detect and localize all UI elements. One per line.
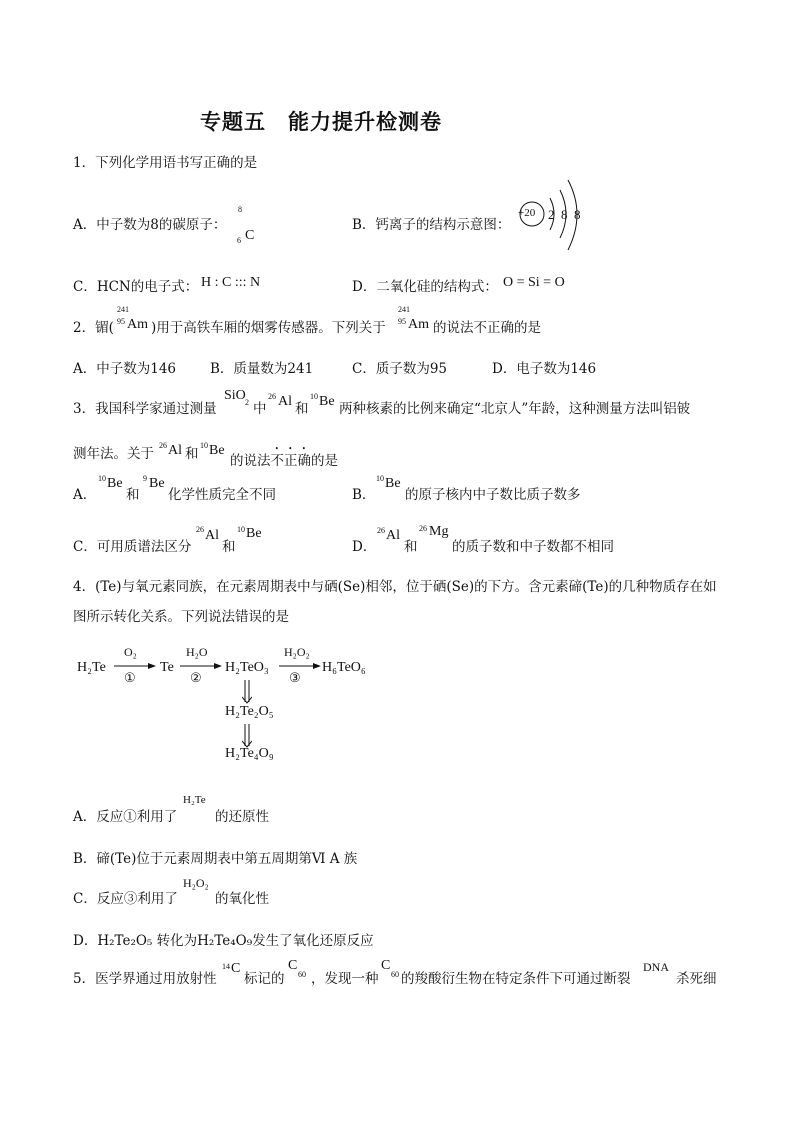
q1-stem: 1．下列化学用语书写正确的是 [73, 155, 258, 171]
q1-b-shell1: 2 [548, 207, 555, 222]
q3-sio2-sub: 2 [245, 398, 249, 407]
q4-option-c-h2o2: H₂O₂ [183, 876, 209, 890]
q3-d-mg: Mg [429, 524, 449, 539]
q3-b-be: Be [385, 476, 401, 491]
q1-option-a: A．中子数为8的碳原子： [73, 217, 227, 233]
q1-b-shell3: 8 [574, 207, 581, 222]
q3-l2-al-mass: 26 [159, 441, 167, 450]
q3-c-be: Be [246, 526, 262, 541]
q4-option-b: B．碲(Te)位于元素周期表中第五周期第Ⅵ A 族 [73, 851, 358, 867]
q3-and: 和 [295, 401, 309, 417]
q3-a-be10: Be [107, 476, 123, 491]
q3-al-mass: 26 [268, 392, 276, 401]
q3-b-be-mass: 10 [376, 474, 384, 483]
q3-d-mg-mass: 26 [419, 524, 427, 533]
q5-c60-1: C [288, 958, 298, 973]
q3-stem-c: 测年法。关于 [73, 446, 154, 462]
q4-stem-line2: 图所示转化关系。下列说法错误的是 [73, 609, 289, 625]
q2-option-c: C．质子数为95 [352, 361, 448, 377]
q4-option-a-pre: A．反应①利用了 [73, 809, 178, 825]
q3-a-be9-mass: 9 [143, 474, 147, 483]
q2-atomic-number-1: 95 [117, 317, 125, 326]
page-title: 专题五 能力提升检测卷 [200, 110, 442, 134]
q3-option-b-label: B． [352, 487, 376, 503]
diagram-h2te4o9: H₂Te₄O₉ [225, 746, 274, 761]
q3-option-a-label: A． [73, 487, 97, 503]
q5-stem-e: 杀死细 [676, 971, 717, 987]
q3-c-and: 和 [222, 539, 236, 555]
diagram-equilibrium-arrow-2 [242, 724, 252, 748]
q3-c-al-mass: 26 [196, 525, 204, 534]
q5-stem-c: ，发现一种 [311, 971, 379, 987]
q2-option-d: D．电子数为146 [492, 361, 597, 377]
q3-option-a-text: 化学性质完全不同 [168, 487, 276, 503]
q3-d-al-mass: 26 [377, 526, 385, 535]
q1-a-atomic-number: 6 [237, 236, 241, 245]
q3-d-al: Al [386, 528, 400, 543]
q2-mass-number-1: 241 [117, 305, 129, 314]
diagram-h2o2: H₂O₂ [284, 645, 310, 659]
q3-c-be-mass: 10 [237, 525, 245, 534]
q3-al: Al [278, 394, 292, 409]
q3-sio2: SiO [224, 388, 246, 403]
diagram-step-3: ③ [289, 670, 301, 685]
q3-a-be9: Be [149, 476, 165, 491]
q3-l2-and: 和 [185, 446, 199, 462]
q4-option-a-h2te: H₂Te [183, 794, 206, 806]
q3-stem-d: 的说法不正确的是 [230, 453, 338, 469]
q3-d-and: 和 [404, 539, 418, 555]
diagram-h2o: H₂O [186, 645, 208, 659]
q2-option-a: A．中子数为146 [73, 361, 177, 377]
diagram-h2te2o5: H₂Te₂O₅ [225, 704, 274, 719]
q3-l2-be: Be [209, 443, 225, 458]
q2-stem-c: 的说法不正确的是 [433, 320, 541, 336]
q1-option-b: B．钙离子的结构示意图： [352, 217, 511, 233]
diagram-h2teo3: H₂TeO₃ [225, 660, 269, 675]
diagram-h2te: H₂Te [77, 660, 106, 675]
q1-b-shell2: 8 [561, 207, 568, 222]
q5-c60-1-sub: 60 [298, 970, 306, 979]
q2-stem-a: 2．镅( [73, 320, 114, 336]
q3-l2-al: Al [168, 443, 182, 458]
q2-option-b: B．质量数为241 [210, 361, 314, 377]
q5-dna: DNA [643, 960, 669, 974]
diagram-step-2: ② [190, 670, 202, 685]
diagram-te: Te [160, 660, 174, 675]
q3-stem-a: 3．我国科学家通过测量 [73, 401, 217, 417]
q2-symbol-1: Am [127, 317, 148, 332]
q1-a-symbol: C [245, 228, 255, 243]
q2-symbol-2: Am [408, 317, 429, 332]
q4-option-a-post: 的还原性 [215, 809, 269, 825]
q3-be: Be [319, 394, 335, 409]
q5-c60-2-sub: 60 [391, 970, 399, 979]
q1-a-mass-number: 8 [238, 205, 242, 214]
q3-option-d-label: D． [352, 539, 377, 555]
q5-stem-a: 5．医学界通过用放射性 [73, 971, 217, 987]
q3-option-d-text: 的质子数和中子数都不相同 [452, 539, 614, 555]
q5-c14: C [231, 961, 241, 976]
q5-c60-2: C [381, 958, 391, 973]
diagram-h6teo6: H₆TeO₆ [322, 660, 366, 675]
q2-stem-b: )用于高铁车厢的烟雾传感器。下列关于 [151, 320, 386, 336]
q1-d-formula: O = Si = O [503, 275, 565, 290]
q1-option-d: D．二氧化硅的结构式： [352, 279, 498, 295]
q2-atomic-number-2: 95 [398, 317, 406, 326]
q4-option-c-post: 的氧化性 [215, 891, 269, 907]
q4-option-c-pre: C．反应③利用了 [73, 891, 178, 907]
q5-stem-d: 的羧酸衍生物在特定条件下可通过断裂 [401, 971, 631, 987]
diagram-o2: O₂ [124, 645, 137, 659]
diagram-equilibrium-arrow-1 [242, 680, 252, 704]
q3-mid: 中 [253, 401, 267, 417]
q5-c14-mass: 14 [222, 962, 230, 971]
q3-l2-be-mass: 10 [200, 441, 208, 450]
q3-option-c-label: C．可用质谱法区分 [73, 539, 192, 555]
q1-option-c: C．HCN的电子式： [73, 279, 199, 295]
q4-option-d: D．H₂Te₂O₅ 转化为H₂Te₄O₉发生了氧化还原反应 [73, 933, 374, 949]
q3-c-al: Al [205, 528, 219, 543]
q3-be-mass: 10 [310, 392, 318, 401]
q1-c-formula: H : C ::: N [201, 275, 261, 290]
q5-stem-b: 标记的 [244, 971, 285, 987]
q3-a-be10-mass: 10 [98, 474, 106, 483]
q3-a-and: 和 [126, 487, 140, 503]
q1-b-nucleus: +20 [518, 207, 536, 219]
q4-stem-line1: 4．(Te)与氧元素同族，在元素周期表中与硒(Se)相邻，位于硒(Se)的下方。含元素碲(Te)的几种物质存在如 [73, 579, 717, 595]
q3-option-b-text: 的原子核内中子数比质子数多 [405, 487, 581, 503]
q3-emphasis: 不正确 [270, 453, 311, 469]
q3-stem-b: 两种核素的比例来确定“北京人”年龄，这种测量方法叫铝铍 [339, 401, 691, 417]
diagram-step-1: ① [124, 670, 136, 685]
q2-mass-number-2: 241 [398, 305, 410, 314]
